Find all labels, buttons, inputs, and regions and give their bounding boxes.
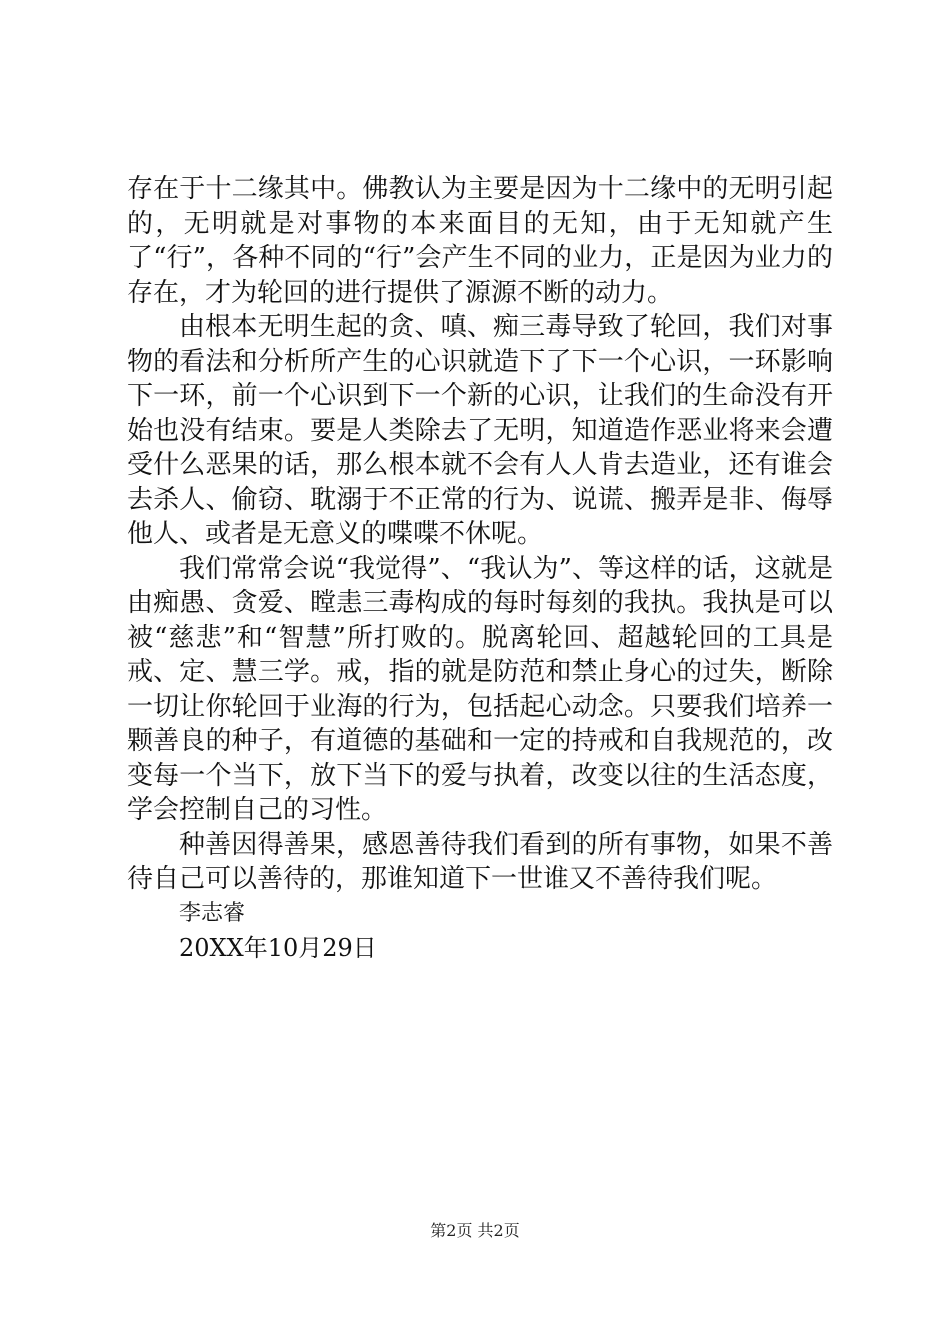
paragraph-2: 由根本无明生起的贪、嗔、痴三毒导致了轮回，我们对事物的看法和分析所产生的心识就造下了下一个心识，一环影响下一环，前一个心识到下一个新的心识，让我们的生命没有开始也没有结束。要是人类除去了无明，知道造作恶业将来会遭受什么恶果的话，那么根本就不会有人人肯去造业，还有谁会去杀人、偷窃、耽溺于不正常的行为、说谎、搬弄是非、侮辱他人、或者是无意义的喋喋不休呢。 [127,312,833,549]
paragraph-3: 我们常常会说“我觉得”、“我认为”、等这样的话，这就是由痴愚、贪爱、瞠恚三毒构成的每时每刻的我执。我执是可以被“慈悲”和“智慧”所打败的。脱离轮回、超越轮回的工具是戒、定、慧三学。戒，指的就是防范和禁止身心的过失，断除一切让你轮回于业海的行为，包括起心动念。只要我们培养一颗善良的种子，有道德的基础和一定的持戒和自我规范的，改变每一个当下，放下当下的爱与执着，改变以往的生活态度，学会控制自己的习性。 [127,553,833,825]
page-number-footer: 第2页 共2页 [430,1221,520,1240]
paragraph-4: 种善因得善果，感恩善待我们看到的所有事物，如果不善待自己可以善待的，那谁知道下一世谁又不善待我们呢。 [127,829,833,894]
document-date: 20XX年10月29日 [179,934,377,962]
paragraph-1: 存在于十二缘其中。佛教认为主要是因为十二缘中的无明引起的，无明就是对事物的本来面目的无知，由于无知就产生了“行”，各种不同的“行”会产生不同的业力，正是因为业力的存在，才为轮回的进行提供了源源不断的动力。 [127,174,833,308]
document-body [127,172,833,966]
author-signature: 李志睿 [179,900,246,926]
